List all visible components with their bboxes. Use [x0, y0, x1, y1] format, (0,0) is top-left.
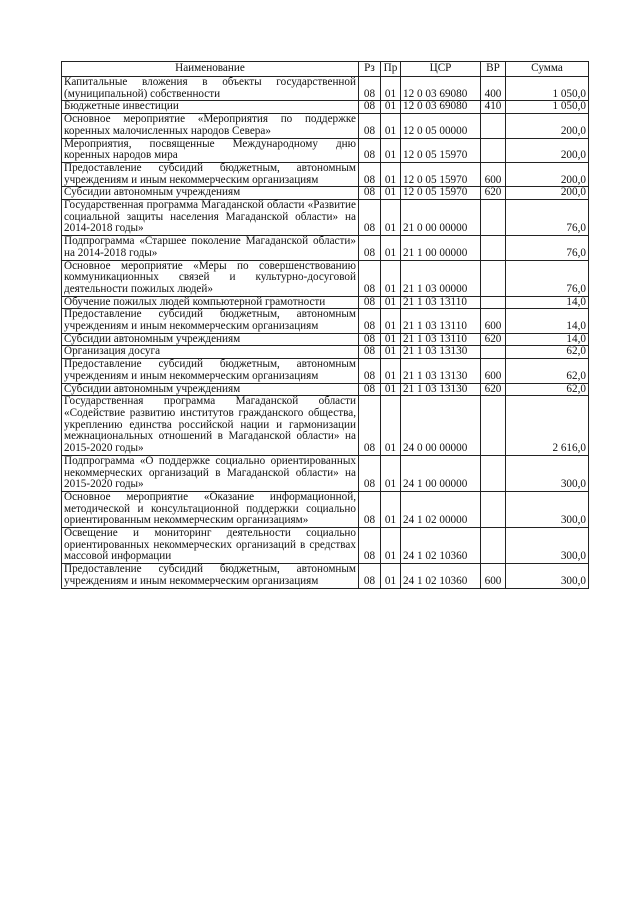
name-cell: Государственная программа Магаданской области «Развитие социальной защиты населения Магаданской области» на 2014-2018 годы»: [62, 200, 359, 236]
csr-cell: 21 1 03 13130: [401, 383, 481, 396]
vr-cell: [481, 491, 506, 527]
document-page: [61, 61, 588, 589]
name-cell: Организация досуга: [62, 346, 359, 359]
sum-cell: 62,0: [506, 359, 589, 383]
column-header-rz: Рз: [359, 62, 381, 77]
vr-cell: 600: [481, 564, 506, 588]
pr-cell: 01: [381, 138, 401, 162]
csr-cell: 24 1 02 00000: [401, 491, 481, 527]
name-cell: Капитальные вложения в объекты государственной (муниципальной) собственности: [62, 77, 359, 101]
rz-cell: 08: [359, 200, 381, 236]
budget-table: [61, 61, 589, 589]
name-cell: Подпрограмма «О поддержке социально ориентированных некоммерческих организаций в Магаданской области» на 2015-2020 годы»: [62, 455, 359, 491]
vr-cell: [481, 138, 506, 162]
rz-cell: 08: [359, 187, 381, 200]
table-row: [62, 200, 589, 236]
pr-cell: 01: [381, 528, 401, 564]
name-cell: Предоставление субсидий бюджетным, автономным учреждениям и иным некоммерческим организациям: [62, 359, 359, 383]
sum-cell: 300,0: [506, 564, 589, 588]
table-header: [62, 62, 589, 77]
csr-cell: 21 1 03 13130: [401, 359, 481, 383]
name-cell: Государственная программа Магаданской области «Содействие развитию институтов гражданского общества, укреплению единства российской нации и гармонизации межнациональных отношений в Магаданской области» на 2015-2020 годы»: [62, 396, 359, 456]
rz-cell: 08: [359, 333, 381, 346]
header-row: [62, 62, 589, 77]
vr-cell: [481, 200, 506, 236]
csr-cell: 21 0 00 00000: [401, 200, 481, 236]
name-cell: Бюджетные инвестиции: [62, 101, 359, 114]
sum-cell: 200,0: [506, 187, 589, 200]
rz-cell: 08: [359, 346, 381, 359]
csr-cell: 12 0 05 15970: [401, 138, 481, 162]
vr-cell: [481, 455, 506, 491]
name-cell: Субсидии автономным учреждениям: [62, 187, 359, 200]
pr-cell: 01: [381, 359, 401, 383]
rz-cell: 08: [359, 309, 381, 333]
vr-cell: [481, 396, 506, 456]
table-row: [62, 101, 589, 114]
rz-cell: 08: [359, 455, 381, 491]
table-row: [62, 359, 589, 383]
vr-cell: 410: [481, 101, 506, 114]
table-row: [62, 309, 589, 333]
pr-cell: 01: [381, 77, 401, 101]
vr-cell: [481, 528, 506, 564]
csr-cell: 12 0 05 15970: [401, 162, 481, 186]
sum-cell: 200,0: [506, 114, 589, 138]
rz-cell: 08: [359, 359, 381, 383]
sum-cell: 14,0: [506, 309, 589, 333]
csr-cell: 21 1 03 13110: [401, 296, 481, 309]
name-cell: Предоставление субсидий бюджетным, автономным учреждениям и иным некоммерческим организациям: [62, 162, 359, 186]
sum-cell: 62,0: [506, 383, 589, 396]
table-row: [62, 455, 589, 491]
csr-cell: 12 0 03 69080: [401, 101, 481, 114]
vr-cell: 620: [481, 187, 506, 200]
column-header-name: Наименование: [62, 62, 359, 77]
rz-cell: 08: [359, 260, 381, 296]
name-cell: Основное мероприятие «Мероприятия по поддержке коренных малочисленных народов Севера»: [62, 114, 359, 138]
csr-cell: 24 1 00 00000: [401, 455, 481, 491]
pr-cell: 01: [381, 200, 401, 236]
rz-cell: 08: [359, 162, 381, 186]
table-row: [62, 383, 589, 396]
sum-cell: 200,0: [506, 162, 589, 186]
pr-cell: 01: [381, 564, 401, 588]
pr-cell: 01: [381, 114, 401, 138]
pr-cell: 01: [381, 162, 401, 186]
table-row: [62, 564, 589, 588]
sum-cell: 2 616,0: [506, 396, 589, 456]
column-header-csr: ЦСР: [401, 62, 481, 77]
sum-cell: 76,0: [506, 236, 589, 260]
vr-cell: [481, 296, 506, 309]
rz-cell: 08: [359, 528, 381, 564]
pr-cell: 01: [381, 187, 401, 200]
sum-cell: 300,0: [506, 455, 589, 491]
pr-cell: 01: [381, 455, 401, 491]
vr-cell: 600: [481, 162, 506, 186]
csr-cell: 21 1 03 13110: [401, 333, 481, 346]
table-row: [62, 187, 589, 200]
vr-cell: [481, 260, 506, 296]
vr-cell: 400: [481, 77, 506, 101]
name-cell: Предоставление субсидий бюджетным, автономным учреждениям и иным некоммерческим организациям: [62, 309, 359, 333]
pr-cell: 01: [381, 346, 401, 359]
pr-cell: 01: [381, 101, 401, 114]
rz-cell: 08: [359, 383, 381, 396]
table-row: [62, 162, 589, 186]
csr-cell: 21 1 03 00000: [401, 260, 481, 296]
name-cell: Основное мероприятие «Оказание информационной, методической и консультационной поддержки социально ориентированным некоммерческим организациям»: [62, 491, 359, 527]
csr-cell: 21 1 00 00000: [401, 236, 481, 260]
rz-cell: 08: [359, 114, 381, 138]
sum-cell: 14,0: [506, 296, 589, 309]
rz-cell: 08: [359, 101, 381, 114]
name-cell: Освещение и мониторинг деятельности социально ориентированных некоммерческих организаций в средствах массовой информации: [62, 528, 359, 564]
vr-cell: [481, 114, 506, 138]
column-header-vr: ВР: [481, 62, 506, 77]
rz-cell: 08: [359, 236, 381, 260]
sum-cell: 300,0: [506, 528, 589, 564]
table-row: [62, 396, 589, 456]
table-body: [62, 77, 589, 589]
name-cell: Обучение пожилых людей компьютерной грамотности: [62, 296, 359, 309]
pr-cell: 01: [381, 236, 401, 260]
name-cell: Мероприятия, посвященные Международному дню коренных народов мира: [62, 138, 359, 162]
name-cell: Предоставление субсидий бюджетным, автономным учреждениям и иным некоммерческим организациям: [62, 564, 359, 588]
rz-cell: 08: [359, 296, 381, 309]
sum-cell: 300,0: [506, 491, 589, 527]
rz-cell: 08: [359, 77, 381, 101]
pr-cell: 01: [381, 309, 401, 333]
table-row: [62, 296, 589, 309]
table-row: [62, 77, 589, 101]
pr-cell: 01: [381, 296, 401, 309]
pr-cell: 01: [381, 333, 401, 346]
name-cell: Субсидии автономным учреждениям: [62, 383, 359, 396]
sum-cell: 76,0: [506, 260, 589, 296]
column-header-pr: Пр: [381, 62, 401, 77]
pr-cell: 01: [381, 260, 401, 296]
sum-cell: 14,0: [506, 333, 589, 346]
csr-cell: 24 1 02 10360: [401, 564, 481, 588]
rz-cell: 08: [359, 491, 381, 527]
sum-cell: 76,0: [506, 200, 589, 236]
sum-cell: 62,0: [506, 346, 589, 359]
rz-cell: 08: [359, 396, 381, 456]
pr-cell: 01: [381, 396, 401, 456]
column-header-sum: Сумма: [506, 62, 589, 77]
rz-cell: 08: [359, 138, 381, 162]
pr-cell: 01: [381, 491, 401, 527]
name-cell: Основное мероприятие «Меры по совершенствованию коммуникационных связей и культурно-досуговой деятельности пожилых людей»: [62, 260, 359, 296]
csr-cell: 24 0 00 00000: [401, 396, 481, 456]
csr-cell: 12 0 03 69080: [401, 77, 481, 101]
vr-cell: 600: [481, 359, 506, 383]
pr-cell: 01: [381, 383, 401, 396]
table-row: [62, 528, 589, 564]
sum-cell: 200,0: [506, 138, 589, 162]
sum-cell: 1 050,0: [506, 101, 589, 114]
vr-cell: [481, 346, 506, 359]
table-row: [62, 236, 589, 260]
csr-cell: 21 1 03 13110: [401, 309, 481, 333]
table-row: [62, 333, 589, 346]
vr-cell: 620: [481, 333, 506, 346]
vr-cell: 620: [481, 383, 506, 396]
table-row: [62, 491, 589, 527]
table-row: [62, 346, 589, 359]
csr-cell: 21 1 03 13130: [401, 346, 481, 359]
name-cell: Подпрограмма «Старшее поколение Магаданской области» на 2014-2018 годы»: [62, 236, 359, 260]
vr-cell: [481, 236, 506, 260]
table-row: [62, 260, 589, 296]
table-row: [62, 138, 589, 162]
csr-cell: 12 0 05 00000: [401, 114, 481, 138]
name-cell: Субсидии автономным учреждениям: [62, 333, 359, 346]
vr-cell: 600: [481, 309, 506, 333]
csr-cell: 24 1 02 10360: [401, 528, 481, 564]
csr-cell: 12 0 05 15970: [401, 187, 481, 200]
sum-cell: 1 050,0: [506, 77, 589, 101]
rz-cell: 08: [359, 564, 381, 588]
table-row: [62, 114, 589, 138]
